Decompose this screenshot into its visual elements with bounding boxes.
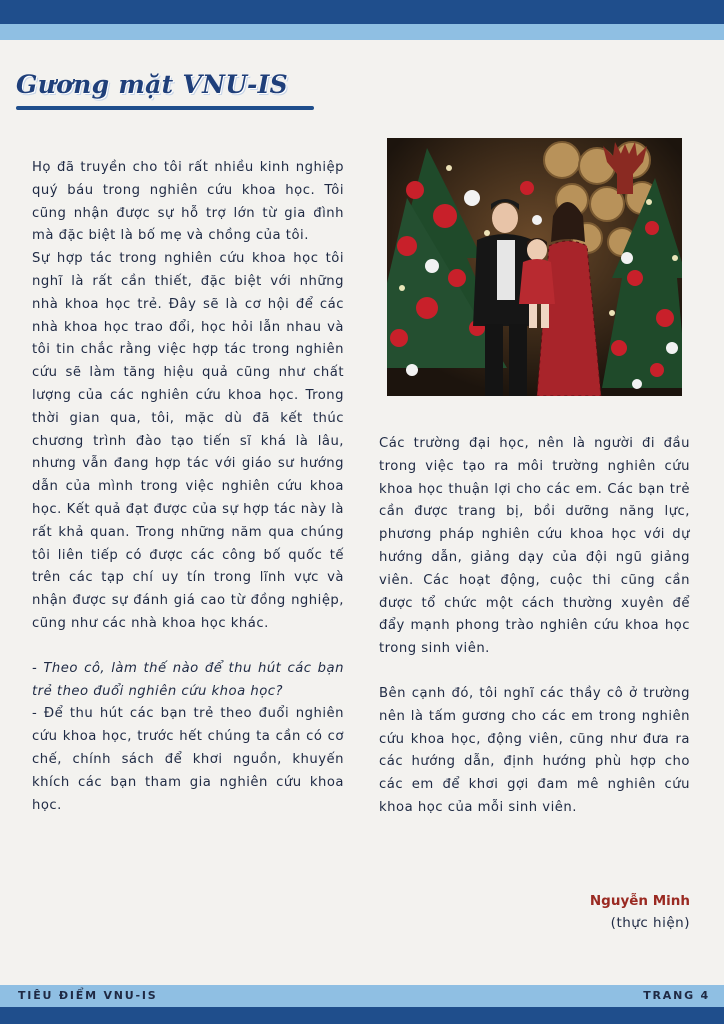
author-name: Nguyễn Minh bbox=[589, 893, 690, 909]
signature-block bbox=[590, 890, 690, 934]
page-number: TRANG 4 bbox=[643, 989, 710, 1002]
title-underline bbox=[16, 106, 314, 110]
right-column bbox=[379, 433, 690, 820]
left-column bbox=[32, 157, 344, 817]
interview-question: - Theo cô, làm thế nào để thu hút các bạn trẻ theo đuổi nghiên cứu khoa học? bbox=[32, 660, 344, 699]
footer-bar-dark bbox=[0, 1007, 724, 1024]
paragraph-universities: Các trường đại học, nên là người đi đầu trong việc tạo ra môi trường nghiên cứu khoa học thuận lợi cho các em. Các bạn trẻ cần được trang bị, bồi dưỡng năng lực, phương pháp nghiên cứu khoa học với dự hướng dẫn, giảng dạy của đội ngũ giảng viên. Các hoạt động, cuộc thi cũng cần được tổ chức một cách thường xuyên để đẩy mạnh phong trào nghiên cứu khoa học trong sinh viên. bbox=[379, 436, 690, 657]
family-christmas-photo bbox=[387, 138, 682, 396]
author-role: (thực hiện) bbox=[610, 915, 690, 931]
paragraph-teachers: Bên cạnh đó, tôi nghĩ các thầy cô ở trường nên là tấm gương cho các em trong nghiên cứu khoa học, động viên, cũng như đưa ra các hướng dẫn, định hướng phù hợp cho các em để khơi gợi đam mê nghiên cứu khoa học của mỗi sinh viên. bbox=[379, 685, 690, 815]
paragraph-support: Họ đã truyền cho tôi rất nhiều kinh nghiệp quý báu trong nghiên cứu khoa học. Tôi cũng nhận được sự hỗ trợ lớn từ gia đình mà đặc biệt là bố mẹ và chồng của tôi. bbox=[32, 160, 344, 244]
footer-publication: TIÊU ĐIỂM VNU-IS bbox=[18, 989, 158, 1002]
paragraph-collaboration: Sự hợp tác trong nghiên cứu khoa học tôi nghĩ là rất cần thiết, đặc biệt với những nhà khoa học trẻ. Đây sẽ là cơ hội để các nhà khoa học trao đổi, học hỏi lẫn nhau và tôi tin chắc rằng việc hợp tác trong nghiên cứu sẽ làm tăng hiệu quả cũng như chất lượng của các nghiên cứu khoa học. Trong thời gian qua, tôi, mặc dù đã kết thúc chương trình đào tạo tiến sĩ khá là lâu, nhưng vẫn đang hợp tác với giáo sư hướng dẫn của mình trong việc nghiên cứu khoa học. Kết quả đạt được của sự hợp tác này là rất khả quan. Trong những năm qua chúng tôi liên tiếp có được các công bố quốc tế trên các tạp chí uy tín trong lĩnh vực và nhận được sự đánh giá cao từ đồng nghiệp, cũng như các nhà khoa học khác. bbox=[32, 251, 344, 631]
page-title: Gương mặt VNU-IS bbox=[16, 70, 288, 99]
top-bar-light bbox=[0, 24, 724, 40]
top-bar-dark bbox=[0, 0, 724, 24]
interview-answer: - Để thu hút các bạn trẻ theo đuổi nghiên cứu khoa học, trước hết chúng ta cần có cơ chế, chính sách để khơi nguồn, khuyến khích các bạn tham gia nghiên cứu khoa học. bbox=[32, 706, 344, 813]
